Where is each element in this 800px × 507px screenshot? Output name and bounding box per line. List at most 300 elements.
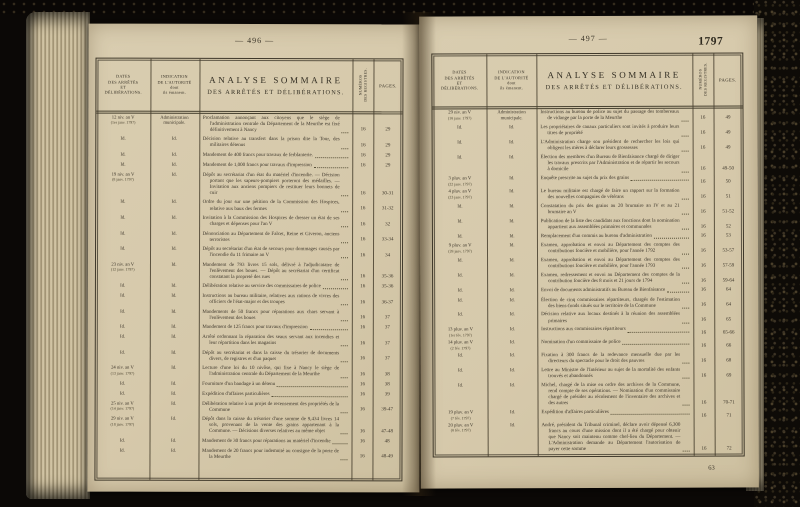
register-number-cell: 16 <box>700 166 706 172</box>
date-label: 24 niv. an V <box>111 365 134 371</box>
dot-leader <box>611 414 689 415</box>
table-row <box>434 421 744 455</box>
summary-cell <box>199 116 353 135</box>
authority-cell: Id. <box>171 309 177 315</box>
register-number-cell: 16 <box>700 248 706 254</box>
table-row <box>433 138 743 154</box>
table-row <box>433 311 743 327</box>
date-gregorian-label: (13 janv. 1797) <box>110 371 135 376</box>
register-number-cell: 16 <box>700 233 706 239</box>
date-label: Id. <box>457 140 463 146</box>
dot-leader <box>341 412 348 413</box>
date-cell <box>96 438 150 445</box>
dot-leader <box>682 451 689 452</box>
summary-text: Fixation à 300 francs de la redevance mensuelle due par les directeurs du spectacle pour le droit des pauvres <box>541 352 681 365</box>
table-row <box>433 271 743 287</box>
dot-leader <box>341 279 348 280</box>
dot-leader <box>628 331 689 332</box>
table-row <box>433 326 743 340</box>
date-label: Id. <box>457 219 463 225</box>
table-row <box>96 333 402 349</box>
page-ref-cell: 52 <box>725 224 731 230</box>
table-row <box>96 415 402 437</box>
date-label: 19 niv. an V <box>111 172 135 178</box>
dot-leader <box>342 132 349 133</box>
summary-text: André, président du Tribunal criminel, déclare avoir dépensé 6,300 francs au cours d'une mission dont il a été chargé pour obtenir que Nancy soit maintenu comme chef-lieu du Département. — L'Administration demande au Département l'autorisation de payer cette somme <box>541 422 681 453</box>
summary-text: Instructions au bureau militaire, relatives aux rations de vivres des officiers de l'état-major et des troupes <box>202 294 340 306</box>
authority-cell: Id. <box>509 243 515 249</box>
dot-leader <box>341 459 348 460</box>
authority-cell: Id. <box>510 410 516 416</box>
register-number-cell: 16 <box>360 253 366 259</box>
dot-leader <box>681 120 688 121</box>
dot-leader <box>682 307 689 308</box>
summary-cell <box>537 288 693 295</box>
authority-cell: Id. <box>509 204 515 210</box>
summary-text: Le bureau militaire est chargé de faire un rapport sur la formation des nouvelles compagnies de vétérans <box>540 188 680 201</box>
register-number-cell: 16 <box>700 145 706 151</box>
authority-cell: Id. <box>171 172 177 178</box>
table-row <box>433 217 743 233</box>
date-cell <box>433 274 487 286</box>
authority-cell: Id. <box>509 125 515 131</box>
header-pages: PAGES. <box>379 82 397 88</box>
register-number-cell: 16 <box>360 237 366 243</box>
summary-cell <box>198 335 352 348</box>
summary-cell <box>537 410 693 421</box>
date-cell <box>96 325 150 332</box>
date-label: Id. <box>457 297 463 303</box>
summary-cell <box>536 125 692 138</box>
table-row <box>96 400 402 416</box>
dot-leader <box>342 148 349 149</box>
summary-text: Lettre au Ministre de l'Intérieur au sujet de la mortalité des enfants trouvés et abandonnés <box>541 367 681 380</box>
dot-leader <box>342 195 349 196</box>
summary-text: Dénonciation au Département de Falcet, Reine et Giveron, anciens terroristes <box>202 231 340 243</box>
register-number-cell: 16 <box>700 302 706 308</box>
register-number-cell: 16 <box>359 439 365 445</box>
date-label: Id. <box>120 162 126 168</box>
register-number-cell: 16 <box>360 127 366 133</box>
authority-cell: Id. <box>171 215 177 221</box>
summary-text: Invitation à la Commission des Hospices de dresser un état de ses charges et dépenses pour l'an V <box>202 215 340 228</box>
summary-cell <box>199 163 353 170</box>
dot-leader <box>667 292 689 293</box>
summary-text: Dépôt dans la caisse du trésorier d'une somme de 9,434 livres 14 sols, provenant de la vente des grains appartenant à la Commune. — Décisions diverses relatives au même objet <box>202 417 339 435</box>
page-ref-cell: 37 <box>384 341 390 347</box>
date-label: Id. <box>119 391 125 397</box>
page-ref-cell: 37 <box>384 356 390 362</box>
table-row <box>96 114 402 136</box>
dot-leader <box>682 268 689 269</box>
date-cell <box>433 156 487 174</box>
page-ref-cell: 35-36 <box>381 274 394 280</box>
date-cell <box>96 381 150 388</box>
header-dates: DATES DES ARRÊTÉS ET DÉLIBÉRATIONS. <box>440 69 479 91</box>
table-row <box>433 174 743 188</box>
date-label: 3 pluv. an V <box>448 176 472 182</box>
date-cell <box>96 417 150 435</box>
summary-text: Enquête prescrite au sujet du prix des grains <box>540 176 630 182</box>
date-label: Id. <box>120 200 126 206</box>
register-number-cell: 16 <box>359 382 365 388</box>
page-ref-cell: 49 <box>725 145 731 151</box>
table-row <box>433 241 743 257</box>
page-ref-cell: 47-48 <box>381 429 393 435</box>
summary-cell <box>537 243 693 256</box>
date-label: 20 pluv. an V <box>448 423 474 429</box>
register-number-cell: 16 <box>360 325 366 331</box>
summary-cell <box>199 216 353 229</box>
summary-text: Examen, approbation et envoi au Département des comptes des contributions foncière et mobilière, pour l'année 1793 <box>540 257 680 270</box>
dot-leader <box>323 289 348 290</box>
authority-cell: Id. <box>171 262 177 268</box>
summary-text: Mandement de 125 francs pour travaux d'impression <box>202 325 308 331</box>
summary-cell <box>198 392 352 399</box>
page-ref-cell: 37 <box>384 315 390 321</box>
date-cell <box>96 335 150 347</box>
date-cell <box>96 401 150 413</box>
date-label: Id. <box>457 288 463 294</box>
page-ref-cell: 65 <box>726 317 732 323</box>
authority-cell: Id. <box>171 200 177 206</box>
date-label: Id. <box>120 215 126 221</box>
page-ref-cell: 32 <box>385 221 391 228</box>
register-number-cell: 16 <box>701 373 707 379</box>
dot-leader <box>310 330 349 331</box>
summary-text: Mandement de 20 francs pour indemnité au consigne de la porte de la Meurthe <box>201 448 339 460</box>
page-ref-cell: 35-36 <box>381 284 394 290</box>
summary-cell <box>537 353 693 366</box>
register-number-cell: 16 <box>701 400 707 406</box>
summary-cell <box>537 327 693 338</box>
authority-cell: Administration municipale. <box>160 115 189 126</box>
summary-cell <box>537 297 693 310</box>
summary-cell <box>198 263 352 282</box>
table-row <box>95 447 401 463</box>
summary-cell <box>537 258 693 271</box>
summary-text: Lecture d'une loi du 10 nivôse, qui fixe à Nancy le siège de l'administration centrale du Département de la Meurthe <box>202 366 340 378</box>
dot-leader <box>314 167 349 168</box>
authority-cell: Id. <box>171 334 177 340</box>
header-analysis-subtitle: DES ARRÊTÉS ET DÉLIBÉRATIONS. <box>207 88 345 96</box>
summary-cell <box>198 325 352 332</box>
summary-text: Proclamation annonçant aux citoyens que le siège de l'administration centrale du Département de la Meurthe est fixé définitivement à Nancy <box>202 115 340 133</box>
summary-cell <box>537 189 693 202</box>
page-ref-cell: 36-37 <box>381 300 394 306</box>
page-ref-cell: 70-71 <box>723 400 735 406</box>
summary-text: Mandements de 50 francs pour réparations aux chars servant à l'enlèvement des boues <box>202 309 340 321</box>
date-cell <box>96 350 150 362</box>
dot-leader <box>682 378 689 379</box>
summary-cell <box>537 204 693 217</box>
authority-cell: Id. <box>170 448 177 454</box>
table-row <box>96 135 402 151</box>
register-number-cell: 16 <box>360 315 366 321</box>
authority-cell: Id. <box>509 368 516 374</box>
page-ref-cell: 65-66 <box>722 330 735 336</box>
summary-text: L'Administration charge son président de rechercher les lois qui obligent les mères à déclarer leurs grossesses <box>540 140 680 152</box>
header-register-numbers <box>692 54 713 106</box>
register-number-cell: 16 <box>360 190 366 196</box>
register-number-cell: 16 <box>360 300 366 306</box>
summary-text: Décision relative aux locaux destinés à la réunion des assemblées primaires <box>541 312 680 324</box>
page-ref-cell: 34 <box>385 253 391 259</box>
authority-cell: Id. <box>509 155 515 161</box>
summary-text: Élection de cinq commissaires répartiteurs, chargés de l'estimation des biens-fonds situés sur le territoire de la Commune <box>541 297 680 309</box>
date-cell <box>433 259 487 271</box>
authority-cell: Id. <box>509 297 515 303</box>
summary-cell <box>537 383 693 408</box>
header-analysis-subtitle: DES ARRÊTÉS ET DÉLIBÉRATIONS. <box>545 83 683 91</box>
date-cell <box>96 391 150 398</box>
date-cell <box>433 126 487 138</box>
date-label: Id. <box>457 368 464 374</box>
summary-cell <box>537 219 693 232</box>
date-gregorian-label: (18 janv. 1797) <box>447 116 472 121</box>
summary-text: Fourniture d'un bandage à un détenu <box>202 381 276 387</box>
header-register-numbers <box>353 59 374 111</box>
page-ref-cell: 39 <box>384 392 390 398</box>
date-cell <box>433 341 487 351</box>
authority-cell: Id. <box>509 312 515 318</box>
register-number-cell: 16 <box>359 372 365 378</box>
summary-text: Élection des membres d'un Bureau de Bienfaisance chargé de diriger les travaux prescrits par l'Administration et de répartir les secours à domicile <box>540 154 680 173</box>
table-body <box>95 114 402 481</box>
register-number-cell: 16 <box>701 317 707 323</box>
register-number-cell: 16 <box>360 163 366 169</box>
authority-cell: Id. <box>171 401 177 407</box>
summary-text: Dépôt au secrétariat d'un état du matériel d'incendie. — Décision portant que les sapeurs-pompiers porteront des médailles. — Invitation aux anciens pompiers de restituer leurs bonnets de cuir <box>202 172 340 196</box>
authority-cell: Id. <box>509 327 515 333</box>
authority-cell: Id. <box>171 137 177 143</box>
summary-cell <box>198 417 352 436</box>
page-ref-cell: 51-52 <box>722 209 735 215</box>
register-table-left <box>94 58 403 482</box>
register-number-cell: 16 <box>359 454 365 460</box>
authority-cell: Id. <box>509 353 515 359</box>
date-gregorian-label: (1er fév. 1797) <box>448 333 472 338</box>
authority-cell: Id. <box>171 231 177 237</box>
date-gregorian-label: (28 janv. 1797) <box>448 249 472 254</box>
dot-leader <box>682 199 689 200</box>
summary-text: Mandement de 400 francs pour travaux de ferblanterie. <box>202 152 314 159</box>
register-number-cell: 16 <box>360 284 366 290</box>
page-ref-cell: 29 <box>385 127 391 133</box>
date-cell <box>96 115 150 133</box>
dot-leader <box>341 346 348 347</box>
date-label: 25 niv. an V <box>110 401 134 407</box>
table-body <box>433 108 744 456</box>
table-row <box>96 261 402 283</box>
date-cell <box>96 172 150 197</box>
page-ref-cell: 57-59 <box>722 263 735 269</box>
summary-cell <box>537 312 693 325</box>
date-cell <box>433 219 487 231</box>
table-row <box>433 366 743 382</box>
summary-cell <box>199 153 353 160</box>
authority-cell: Id. <box>171 416 177 422</box>
authority-cell: Id. <box>171 152 177 158</box>
summary-cell <box>198 294 352 307</box>
authority-cell: Id. <box>509 273 515 279</box>
register-number-cell: 16 <box>700 287 706 293</box>
table-header <box>96 59 402 115</box>
date-label: Id. <box>457 353 464 359</box>
register-number-cell: 16 <box>700 224 706 230</box>
date-cell <box>96 200 150 212</box>
date-cell <box>96 137 150 149</box>
page-ref-cell: 37 <box>384 325 390 331</box>
page-ref-cell: 49 <box>725 115 731 121</box>
header-register-label: NUMÉROS DES REGISTRES. <box>358 68 368 103</box>
date-label: Id. <box>457 155 463 161</box>
summary-text: Instructions au bureau de police au sujet du passage des tombereaux de vidange par la porte de la Meurthe <box>540 110 680 122</box>
page-ref-cell: 53 <box>725 233 731 239</box>
table-row <box>433 338 743 352</box>
table-row <box>433 381 743 409</box>
date-cell <box>433 368 487 380</box>
date-gregorian-label: (12 janv. 1797) <box>110 267 135 272</box>
authority-cell: Id. <box>510 423 516 429</box>
date-cell <box>433 177 487 187</box>
dot-leader <box>341 242 348 243</box>
register-number-cell: 16 <box>360 143 366 149</box>
date-label: 4 pluv. an V <box>448 189 472 195</box>
register-table-right <box>431 52 744 457</box>
dot-leader <box>682 214 689 215</box>
date-gregorian-label: (8 janv. 1797) <box>112 177 134 182</box>
date-label: Id. <box>120 283 126 289</box>
summary-cell <box>536 140 692 153</box>
date-label: Id. <box>120 136 126 143</box>
page-ref-cell: 30-31 <box>381 190 394 196</box>
date-cell <box>433 111 487 123</box>
summary-text: Délibération relative au service des commissaires de police <box>202 284 321 290</box>
date-label: 13 pluv. an V <box>447 327 473 333</box>
dot-leader <box>682 283 689 284</box>
table-row <box>96 292 402 308</box>
register-number-cell: 16 <box>701 330 707 336</box>
summary-cell <box>537 340 693 351</box>
date-gregorian-label: (14 janv. 1797) <box>110 406 135 411</box>
page-ref-cell: 49-50 <box>722 166 734 172</box>
register-number-cell: 16 <box>700 115 706 121</box>
authority-cell: Id. <box>509 140 515 146</box>
date-label: Id. <box>458 383 464 389</box>
table-row <box>433 351 743 367</box>
page-ref-cell: 59-64 <box>722 278 735 284</box>
page-ref-cell: 68 <box>726 358 732 364</box>
table-row <box>433 202 743 218</box>
register-number-cell: 16 <box>700 209 706 215</box>
summary-cell <box>198 382 352 389</box>
summary-cell <box>198 401 352 414</box>
left-page-edges-stack <box>26 12 90 499</box>
dot-leader <box>623 344 689 345</box>
summary-cell <box>199 200 353 213</box>
date-cell <box>433 298 487 310</box>
date-cell <box>96 231 150 243</box>
summary-cell <box>537 234 693 241</box>
year-stamp: 1797 <box>698 35 724 48</box>
summary-cell <box>198 247 352 260</box>
summary-text: Michel, chargé de la mise en ordre des archives de la Commune, rend compte de ses opérations. — Nomination d'un commissaire chargé de présider au récolement de l'inventaire des archives et des autres <box>541 382 681 407</box>
page-ref-cell: 38 <box>384 372 390 378</box>
summary-cell <box>199 137 353 150</box>
date-label: Id. <box>120 334 126 340</box>
date-label: Id. <box>120 324 126 330</box>
table-row <box>96 245 402 261</box>
page-ref-cell: 69 <box>726 373 732 379</box>
table-row <box>96 171 402 200</box>
date-gregorian-label: (18 janv. 1797) <box>110 422 135 427</box>
summary-text: Dépôt au secrétariat d'un état de secours pour dommages causés par l'incendie du 11 frimaire an V <box>202 246 340 259</box>
header-authority: INDICATION DE L'AUTORITÉ dont ils émanent. <box>494 69 529 91</box>
authority-cell: Id. <box>171 162 177 168</box>
authority-cell: Id. <box>170 438 177 444</box>
date-gregorian-label: (22 janv. 1797) <box>448 182 472 187</box>
summary-text: Nomination d'un commissaire de police <box>541 340 621 346</box>
page-ref-cell: 29 <box>385 153 391 159</box>
summary-text: Dépôt au secrétariat et dans la caisse du trésorier de documents divers, de registres et d'un paquet <box>202 350 340 362</box>
date-gregorian-label: (23 janv. 1797) <box>448 194 472 200</box>
header-register-label: NUMÉROS DES REGISTRES. <box>698 62 707 97</box>
register-number-cell: 16 <box>701 358 707 364</box>
table-row <box>433 153 743 175</box>
summary-cell <box>198 439 352 446</box>
authority-cell: Id. <box>171 325 177 331</box>
header-dates: DATES DES ARRÊTÉS ET DÉLIBÉRATIONS. <box>104 73 142 96</box>
table-header <box>432 53 742 109</box>
page-ref-cell: 39-47 <box>381 407 394 413</box>
date-gregorian-label: (7 fév. 1797) <box>450 415 471 420</box>
page-ref-cell: 66 <box>726 343 732 349</box>
authority-cell: Id. <box>171 381 177 387</box>
date-cell <box>433 141 487 153</box>
date-label: Id. <box>120 309 126 315</box>
table-row <box>96 214 402 230</box>
page-ref-cell: 29 <box>385 163 391 169</box>
summary-cell <box>198 366 352 379</box>
page-ref-cell: 72 <box>726 446 732 452</box>
dot-leader <box>341 434 348 435</box>
summary-text: Délibération relative à un projet de recensement des propriétés de la Commune <box>202 401 340 413</box>
authority-cell: Id. <box>509 340 515 346</box>
date-cell <box>96 262 150 280</box>
page-ref-cell: 53-57 <box>722 248 735 254</box>
date-label: 12 niv. an V <box>111 115 135 121</box>
summary-text: Mandement de 793 livres 15 sols, délivré à l'adjudicataire de l'enlèvement des boues. — Dépôt au secrétariat d'un certificat constatant la propreté des rues <box>202 262 340 280</box>
authority-cell: Id. <box>509 234 515 240</box>
date-label: Id. <box>119 350 126 356</box>
summary-cell <box>198 351 352 364</box>
register-number-cell: 16 <box>359 429 365 435</box>
register-number-cell: 16 <box>360 341 366 347</box>
authority-cell: Id. <box>509 258 515 264</box>
page-ref-cell: 33-34 <box>381 237 394 243</box>
summary-text: Les propriétaires de canaux particuliers sont invités à produire leurs titres de propriété <box>540 125 680 137</box>
summary-text: Mandement de 30 francs pour réparations au matériel d'incendie <box>202 438 331 445</box>
table-row <box>96 229 402 245</box>
dot-leader <box>341 377 348 378</box>
dot-leader <box>341 361 348 362</box>
date-gregorian-label: (1er janv. 1797) <box>110 120 136 125</box>
authority-cell: Id. <box>171 391 177 397</box>
register-number-cell: 16 <box>701 413 707 419</box>
date-label: Id. <box>119 381 125 387</box>
summary-cell <box>199 173 353 198</box>
